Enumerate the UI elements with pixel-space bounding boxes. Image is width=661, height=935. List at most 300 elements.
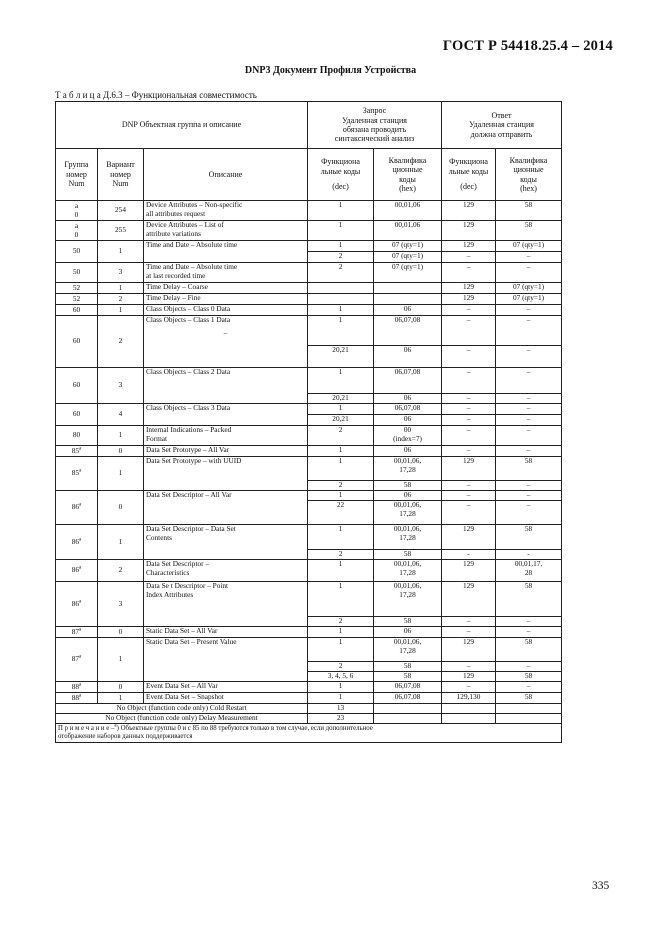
request-function-code-cell: 1	[308, 201, 374, 221]
response-qualifier-code-cell: –	[496, 368, 562, 394]
response-qualifier-code-cell: –	[496, 501, 562, 525]
response-function-code-cell: 129	[442, 638, 496, 662]
group-value: 60	[72, 380, 81, 390]
request-qualifier-code-cell: 00,01,06	[374, 221, 442, 241]
header-request-function-codes: Функциона льные коды (dec)	[308, 149, 374, 201]
group-number-cell	[56, 582, 98, 627]
footnote-marker: а	[79, 565, 82, 571]
description-cell	[144, 682, 308, 693]
variant-number-cell: 1	[98, 525, 144, 560]
table-row	[56, 693, 562, 704]
request-function-code-cell: 1	[308, 582, 374, 617]
response-function-code-cell: –	[442, 682, 496, 693]
request-qualifier-code-cell: 06	[374, 627, 442, 638]
description-line: Data Set Prototype – with UUID	[146, 456, 242, 465]
description-cell	[144, 491, 308, 525]
table-row	[56, 560, 562, 582]
request-qualifier-code: 00,01,06,	[393, 456, 422, 465]
group-number-cell	[56, 241, 98, 263]
description-cell	[144, 525, 308, 560]
response-function-code-cell: 129	[442, 221, 496, 241]
description-line: attribute variations	[146, 228, 201, 238]
response-qualifier-code-cell: –	[496, 346, 562, 368]
description-line: Data Set Prototype – All Var	[146, 445, 230, 454]
group-number-cell	[56, 426, 98, 446]
response-function-code-cell: 129,130	[442, 693, 496, 704]
response-function-code-cell: 129	[442, 525, 496, 550]
request-qualifier-code-cell	[374, 426, 442, 446]
description-line: Class Objects – Class 3 Data	[146, 403, 231, 412]
request-qualifier-code-cell	[374, 501, 442, 525]
group-value: 86	[71, 502, 80, 512]
request-qualifier-code-cell	[374, 294, 442, 305]
request-qualifier-code-cell	[374, 638, 442, 662]
variant-number-cell: 1	[98, 638, 144, 682]
response-qualifier-code-cell: –	[496, 415, 562, 426]
request-qualifier-code: 17,28	[399, 567, 416, 577]
group-value: 85	[71, 468, 80, 478]
response-qualifier-code-cell: 58	[496, 457, 562, 481]
variant-number-cell: 2	[98, 560, 144, 582]
description-line: Index Attributes	[146, 589, 194, 599]
table-row	[56, 627, 562, 638]
footnote-marker: а	[79, 682, 82, 688]
response-qualifier-code-cell: 58	[496, 201, 562, 221]
request-qualifier-code-cell: 06,07,08	[374, 316, 442, 346]
table-row	[56, 294, 562, 305]
request-function-code-cell	[308, 294, 374, 305]
response-function-code-cell: –	[442, 446, 496, 457]
header-variant-number: Вариант номер Num	[98, 149, 144, 201]
response-qualifier-code-cell: 58	[496, 582, 562, 617]
response-function-code-cell: –	[442, 501, 496, 525]
variant-number-cell: 2	[98, 294, 144, 305]
page-number: 335	[592, 880, 610, 892]
request-function-code-cell: 1	[308, 305, 374, 316]
request-qualifier-code-cell: 06,07,08	[374, 404, 442, 415]
description-cell	[144, 221, 308, 241]
description-cell	[144, 426, 308, 446]
variant-number-cell: 3	[98, 582, 144, 627]
response-qualifier-code: 00,01,17,	[514, 559, 543, 568]
table-row	[56, 682, 562, 693]
header-response: Ответ Удаленная станция должна отправить	[442, 102, 562, 149]
response-function-code-cell: –	[442, 305, 496, 316]
response-function-code-cell: –	[442, 491, 496, 501]
request-function-code-cell: 1	[308, 560, 374, 582]
document-standard-title: ГОСТ Р 54418.25.4 – 2014	[442, 38, 613, 54]
response-function-code-cell: –	[442, 627, 496, 638]
group-value: 52	[72, 282, 81, 292]
description-cell	[144, 283, 308, 294]
variant-number-cell: 1	[98, 693, 144, 704]
response-function-code-cell: –	[442, 368, 496, 394]
response-qualifier-code-cell: –	[496, 263, 562, 283]
response-function-code-cell: 129	[442, 457, 496, 481]
response-qualifier-code-cell: –	[496, 446, 562, 457]
footnote-marker: а	[79, 446, 82, 452]
group-value: 60	[72, 304, 81, 314]
response-function-code-cell: –	[442, 346, 496, 368]
request-function-code-cell: 3, 4, 5, 6	[308, 672, 374, 682]
request-function-code-cell: 1	[308, 682, 374, 693]
header-group-description: DNP Объектная группа и описание	[56, 102, 308, 149]
response-qualifier-code-cell: –	[496, 394, 562, 404]
request-qualifier-code-cell: 06	[374, 394, 442, 404]
footnote-marker: а	[79, 627, 82, 633]
group-superscript: а	[74, 220, 79, 230]
response-function-code-cell: 129	[442, 560, 496, 582]
table-row	[56, 283, 562, 294]
special-row	[56, 704, 562, 714]
request-function-code-cell: 1	[308, 693, 374, 704]
group-value: 50	[72, 246, 81, 256]
group-value: 60	[72, 409, 81, 419]
request-function-code-cell: 1	[308, 491, 374, 501]
request-qualifier-code-cell	[374, 457, 442, 481]
group-value: 86	[71, 565, 80, 575]
description-cell	[144, 263, 308, 283]
description-cell	[144, 368, 308, 404]
description-line: Class Objects – Class 1 Data	[146, 315, 231, 324]
table-row	[56, 426, 562, 446]
compatibility-table-container	[55, 101, 561, 743]
variant-number-cell: 0	[98, 627, 144, 638]
response-qualifier-code-cell: –	[496, 682, 562, 693]
empty-cell	[442, 714, 496, 724]
variant-number-cell: 0	[98, 682, 144, 693]
description-line: Time Delay – Fine	[146, 293, 201, 302]
note-line-1	[58, 725, 559, 733]
footnote-marker: а	[79, 468, 82, 474]
description-line: Class Objects – Class 2 Data	[146, 367, 231, 376]
description-line: Time and Date – Absolute time	[146, 240, 238, 249]
request-qualifier-code-cell: 06,07,08	[374, 693, 442, 704]
note-text: ) Объектные группы 0 и с 85 по 88 требуются только в том случае, если дополнительное	[116, 725, 373, 732]
table-row	[56, 241, 562, 252]
variant-number-cell: 1	[98, 305, 144, 316]
response-function-code-cell: 129	[442, 201, 496, 221]
request-function-code-cell: 2	[308, 252, 374, 263]
response-function-code-cell: –	[442, 316, 496, 346]
request-qualifier-code-cell: 06	[374, 346, 442, 368]
request-qualifier-code-cell: 00,01,06	[374, 201, 442, 221]
request-function-code-cell: 1	[308, 627, 374, 638]
table-row	[56, 316, 562, 346]
request-qualifier-code: 17,28	[399, 645, 416, 655]
request-function-code-cell: 20,21	[308, 394, 374, 404]
request-function-code-cell: 22	[308, 501, 374, 525]
description-line: at last recorded time	[146, 270, 206, 280]
request-function-code-cell: 1	[308, 368, 374, 394]
group-number-cell	[56, 560, 98, 582]
request-qualifier-code-cell: 06	[374, 415, 442, 426]
table-row	[56, 305, 562, 316]
request-qualifier-code-cell: 07 (qty=1)	[374, 263, 442, 283]
special-row-label: No Object (function code only) Delay Measurement	[56, 714, 308, 724]
table-note	[56, 724, 562, 743]
request-function-code-cell	[308, 283, 374, 294]
group-value: 0	[74, 209, 79, 219]
request-qualifier-code-cell: 58	[374, 550, 442, 560]
response-function-code-cell: –	[442, 481, 496, 491]
note-footnote-marker: а	[114, 723, 117, 729]
response-function-code-cell: 129	[442, 672, 496, 682]
request-qualifier-code: 17,28	[399, 532, 416, 542]
request-qualifier-code: 00,01,06,	[393, 500, 422, 509]
group-number-cell	[56, 294, 98, 305]
group-number-cell	[56, 457, 98, 491]
description-cell	[144, 241, 308, 263]
description-cell	[144, 404, 308, 426]
response-qualifier-code-cell: –	[496, 662, 562, 672]
description-line: Device Attributes – Non-specific	[146, 200, 243, 209]
request-qualifier-code-cell: 06,07,08	[374, 368, 442, 394]
description-cell	[144, 638, 308, 682]
request-qualifier-code-cell	[374, 560, 442, 582]
description-cell	[144, 457, 308, 491]
request-function-code-cell: 1	[308, 316, 374, 346]
response-function-code-cell: –	[442, 415, 496, 426]
table-row	[56, 491, 562, 501]
document-subtitle: DNP3 Документ Профиля Устройства	[244, 65, 417, 76]
response-qualifier-code-cell: –	[496, 305, 562, 316]
request-qualifier-code: 00,01,06,	[393, 524, 422, 533]
special-row	[56, 714, 562, 724]
description-cell	[144, 446, 308, 457]
description-line: Class Objects – Class 0 Data	[146, 304, 231, 313]
response-qualifier-code-cell: –	[496, 617, 562, 627]
variant-number-cell: 254	[98, 201, 144, 221]
response-function-code-cell: –	[442, 252, 496, 263]
request-function-code-cell: 20,21	[308, 346, 374, 368]
variant-number-cell: 4	[98, 404, 144, 426]
group-number-cell	[56, 682, 98, 693]
footnote-marker: а	[79, 693, 82, 699]
table-body	[56, 201, 562, 743]
description-cell	[144, 201, 308, 221]
response-qualifier-code-cell	[496, 560, 562, 582]
variant-number-cell: 2	[98, 316, 144, 368]
request-qualifier-code-cell: 58	[374, 672, 442, 682]
table-row	[56, 221, 562, 241]
special-row-function-code: 13	[308, 704, 374, 714]
group-value: 52	[72, 293, 81, 303]
group-number-cell	[56, 525, 98, 560]
footnote-marker: а	[79, 654, 82, 660]
table-caption: Т а б л и ц а Д.6.3 – Функциональная совместимость	[55, 90, 257, 100]
response-function-code-cell: –	[442, 617, 496, 627]
group-number-cell	[56, 638, 98, 682]
request-qualifier-code-cell: 58	[374, 617, 442, 627]
response-qualifier-code-cell: 07 (qty=1)	[496, 294, 562, 305]
empty-cell	[374, 704, 442, 714]
response-qualifier-code-cell: 58	[496, 693, 562, 704]
variant-number-cell: 1	[98, 457, 144, 491]
request-qualifier-code: 17,28	[399, 589, 416, 599]
group-value: 87	[71, 626, 80, 636]
table-row	[56, 457, 562, 481]
table-row	[56, 201, 562, 221]
table-row	[56, 404, 562, 415]
response-qualifier-code-cell: -	[496, 550, 562, 560]
group-number-cell	[56, 404, 98, 426]
header-request: Запрос Удаленная станция обязана проводить синтаксический анализ	[308, 102, 442, 149]
response-qualifier-code-cell: 58	[496, 221, 562, 241]
footnote-marker: а	[79, 599, 82, 605]
description-cell	[144, 305, 308, 316]
request-function-code-cell: 1	[308, 404, 374, 415]
description-line: –	[223, 327, 228, 337]
response-function-code-cell: –	[442, 394, 496, 404]
variant-number-cell: 1	[98, 283, 144, 294]
description-line: Time and Date – Absolute time	[146, 262, 238, 271]
variant-number-cell: 255	[98, 221, 144, 241]
request-function-code-cell: 1	[308, 525, 374, 550]
description-cell	[144, 294, 308, 305]
response-function-code-cell: –	[442, 263, 496, 283]
group-value: 85	[71, 445, 80, 455]
request-qualifier-code-cell: 58	[374, 481, 442, 491]
response-function-code-cell: –	[442, 662, 496, 672]
description-line: all attributes request	[146, 208, 206, 218]
group-value: 88	[71, 681, 80, 691]
description-cell	[144, 560, 308, 582]
table-row	[56, 263, 562, 283]
response-qualifier-code-cell: 58	[496, 638, 562, 662]
empty-cell	[374, 714, 442, 724]
table-row	[56, 368, 562, 394]
description-line: Device Attributes – List of	[146, 220, 224, 229]
description-cell	[144, 316, 308, 368]
request-qualifier-code-cell: 06,07,08	[374, 682, 442, 693]
description-line: Time Delay – Coarse	[146, 282, 208, 291]
description-line: Event Data Set – Snapshot	[146, 692, 224, 701]
response-function-code-cell: –	[442, 404, 496, 415]
group-value: 86	[71, 598, 80, 608]
description-line: Characteristics	[146, 567, 190, 577]
group-value: 60	[72, 336, 81, 346]
description-line: Contents	[146, 532, 172, 542]
table-row	[56, 582, 562, 617]
header-request-qualifier-codes: Квалифика ционные коды (hex)	[374, 149, 442, 201]
group-value: 80	[72, 430, 81, 440]
empty-cell	[442, 704, 496, 714]
response-qualifier-code-cell: 07 (qty=1)	[496, 283, 562, 294]
variant-number-cell: 0	[98, 491, 144, 525]
note-lead: П р и м е ч а н и е –	[58, 725, 115, 732]
group-value: 50	[72, 267, 81, 277]
description-line: Format	[146, 433, 168, 443]
group-number-cell	[56, 305, 98, 316]
special-row-label: No Object (function code only) Cold Restart	[56, 704, 308, 714]
request-qualifier-code-cell	[374, 525, 442, 550]
group-number-cell	[56, 446, 98, 457]
request-function-code-cell: 2	[308, 617, 374, 627]
table-row	[56, 446, 562, 457]
request-function-code-cell: 1	[308, 241, 374, 252]
description-line: Internal Indications – Packed	[146, 425, 232, 434]
description-line: Data Set Descriptor – All Var	[146, 490, 232, 499]
request-qualifier-code: 00,01,06,	[393, 637, 422, 646]
note-row	[56, 724, 562, 743]
special-row-function-code: 23	[308, 714, 374, 724]
group-value: 88	[71, 692, 80, 702]
variant-number-cell: 0	[98, 446, 144, 457]
request-function-code-cell: 2	[308, 662, 374, 672]
group-number-cell	[56, 693, 98, 704]
request-qualifier-code-cell: 07 (qty=1)	[374, 241, 442, 252]
request-function-code-cell: 1	[308, 457, 374, 481]
group-number-cell	[56, 627, 98, 638]
response-function-code-cell: -	[442, 550, 496, 560]
response-function-code-cell: –	[442, 426, 496, 446]
group-value: 87	[71, 654, 80, 664]
variant-number-cell: 1	[98, 241, 144, 263]
response-qualifier-code-cell: –	[496, 627, 562, 638]
group-number-cell	[56, 316, 98, 368]
group-value: 0	[74, 229, 79, 239]
description-line: Event Data Set – All Var	[146, 681, 218, 690]
description-line: Data Set Descriptor – Data Set	[146, 524, 236, 533]
description-line: Data Set Descriptor –	[146, 559, 210, 568]
response-function-code-cell: 129	[442, 294, 496, 305]
request-function-code-cell: 2	[308, 263, 374, 283]
response-qualifier-code-cell: –	[496, 404, 562, 415]
header-group-number: Группа номер Num	[56, 149, 98, 201]
empty-cell	[496, 704, 562, 714]
header-response-function-codes: Функциона льные коды (dec)	[442, 149, 496, 201]
description-line: Data Se t Descriptor – Point	[146, 581, 229, 590]
group-number-cell	[56, 283, 98, 294]
response-qualifier-code-cell: –	[496, 252, 562, 263]
footnote-marker: а	[79, 537, 82, 543]
request-function-code-cell: 1	[308, 638, 374, 662]
description-cell	[144, 627, 308, 638]
request-qualifier-code-cell: 07 (qty=1)	[374, 252, 442, 263]
response-qualifier-code: 28	[524, 567, 533, 577]
response-qualifier-code-cell: 58	[496, 525, 562, 550]
variant-number-cell: 3	[98, 368, 144, 404]
footnote-marker: а	[79, 502, 82, 508]
response-function-code-cell: 129	[442, 582, 496, 617]
request-qualifier-code-cell	[374, 582, 442, 617]
header-description: Описание	[144, 149, 308, 201]
response-qualifier-code-cell: –	[496, 426, 562, 446]
group-number-cell	[56, 491, 98, 525]
request-qualifier-code-cell: 06	[374, 446, 442, 457]
compatibility-table	[55, 101, 562, 743]
note-line-2: отображение наборов данных поддерживается	[58, 733, 193, 741]
response-qualifier-code-cell: –	[496, 316, 562, 346]
request-qualifier-code: 00	[403, 425, 412, 434]
response-qualifier-code-cell: 07 (qty=1)	[496, 241, 562, 252]
response-qualifier-code-cell: 58	[496, 672, 562, 682]
variant-number-cell: 1	[98, 426, 144, 446]
group-number-cell	[56, 201, 98, 221]
description-cell	[144, 693, 308, 704]
table-row	[56, 638, 562, 662]
request-qualifier-code: 00,01,06,	[393, 581, 422, 590]
group-number-cell	[56, 221, 98, 241]
request-qualifier-code-cell: 58	[374, 662, 442, 672]
request-qualifier-code: 17,28	[399, 464, 416, 474]
request-function-code-cell: 1	[308, 446, 374, 457]
group-number-cell	[56, 263, 98, 283]
group-number-cell	[56, 368, 98, 404]
response-function-code-cell: 129	[442, 241, 496, 252]
description-line: Static Data Set – Present Value	[146, 637, 237, 646]
